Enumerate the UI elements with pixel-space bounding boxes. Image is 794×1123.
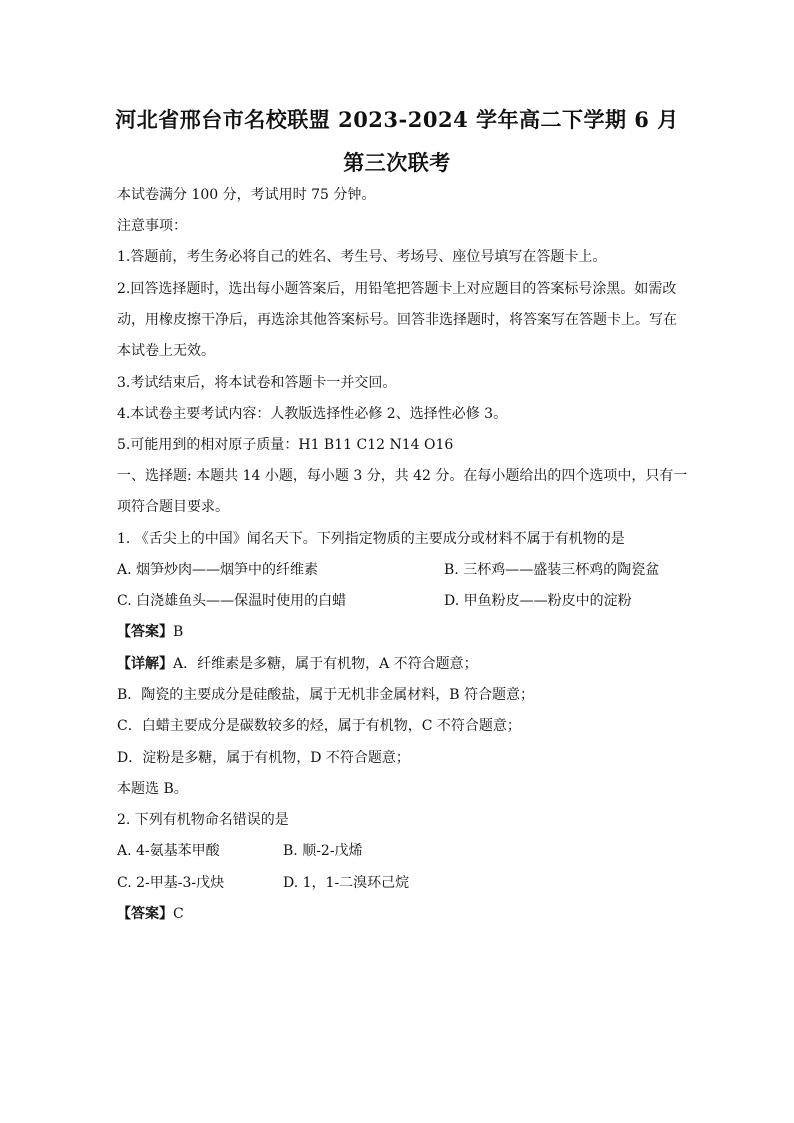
question-2-option-a: A. 4-氨基苯甲酸 — [117, 843, 220, 859]
question-1-detail-line-1 — [117, 655, 478, 673]
question-1-detail-line-4: D．淀粉是多糖，属于有机物，D 不符合题意； — [117, 750, 410, 766]
answer-tag: 【答案】 — [117, 906, 173, 922]
score-time-note: 本试卷满分 100 分，考试用时 75 分钟。 — [117, 187, 376, 203]
detail-tag: 【详解】 — [117, 656, 173, 672]
question-2-answer — [117, 905, 184, 923]
notice-item-2-line-1: 2.回答选择题时，选出每小题答案后，用铅笔把答题卡上对应题目的答案标号涂黑。如需改 — [117, 281, 677, 297]
question-1-detail-line-3: C．白蜡主要成分是碳数较多的烃，属于有机物，C 不符合题意； — [117, 718, 521, 734]
question-2-option-c: C. 2-甲基-3-戊炔 — [117, 875, 225, 891]
notice-item-1: 1.答题前，考生务必将自己的姓名、考生号、考场号、座位号填写在答题卡上。 — [117, 249, 607, 265]
question-1-option-d: D. 甲鱼粉皮——粉皮中的淀粉 — [444, 593, 632, 609]
exam-title-line-2: 第三次联考 — [343, 150, 451, 175]
notice-item-3: 3.考试结束后，将本试卷和答题卡一并交回。 — [117, 375, 397, 391]
question-2-option-d: D. 1，1-二溴环己烷 — [283, 875, 410, 891]
notice-item-2-line-3: 本试卷上无效。 — [117, 343, 215, 359]
question-1-option-c: C. 白浇雄鱼头——保温时使用的白蜡 — [117, 593, 347, 609]
question-1-stem: 1. 《舌尖上的中国》闻名天下。下列指定物质的主要成分或材料不属于有机物的是 — [117, 531, 625, 547]
answer-tag: 【答案】 — [117, 624, 173, 640]
answer-value: C — [173, 906, 184, 922]
question-2-stem: 2. 下列有机物命名错误的是 — [117, 812, 289, 828]
notice-item-5: 5.可能用到的相对原子质量：H1 B11 C12 N14 O16 — [117, 437, 454, 453]
question-1-option-b: B. 三杯鸡——盛装三杯鸡的陶瓷盆 — [444, 562, 660, 578]
exam-title-line-1: 河北省邢台市名校联盟 2023-2024 学年高二下学期 6 月 — [115, 107, 679, 132]
detail-text: A．纤维素是多糖，属于有机物，A 不符合题意； — [173, 656, 478, 672]
section-heading-line-2: 项符合题目要求。 — [117, 499, 229, 515]
notice-heading: 注意事项： — [117, 218, 187, 234]
question-1-conclusion: 本题选 B。 — [117, 781, 188, 797]
question-2-option-b: B. 顺-2-戊烯 — [283, 843, 363, 859]
question-1-answer — [117, 623, 183, 641]
notice-item-2-line-2: 动，用橡皮擦干净后，再选涂其他答案标号。回答非选择题时，将答案写在答题卡上。写在 — [117, 312, 677, 328]
answer-value: B — [173, 624, 184, 640]
question-1-detail-line-2: B．陶瓷的主要成分是硅酸盐，属于无机非金属材料，B 符合题意； — [117, 687, 535, 703]
notice-item-4: 4.本试卷主要考试内容：人教版选择性必修 2、选择性必修 3。 — [117, 406, 508, 422]
section-heading-line-1: 一、选择题: 本题共 14 小题，每小题 3 分，共 42 分。在每小题给出的四个选项中，只有一 — [117, 468, 688, 484]
question-1-option-a: A. 烟笋炒肉——烟笋中的纤维素 — [117, 562, 319, 578]
